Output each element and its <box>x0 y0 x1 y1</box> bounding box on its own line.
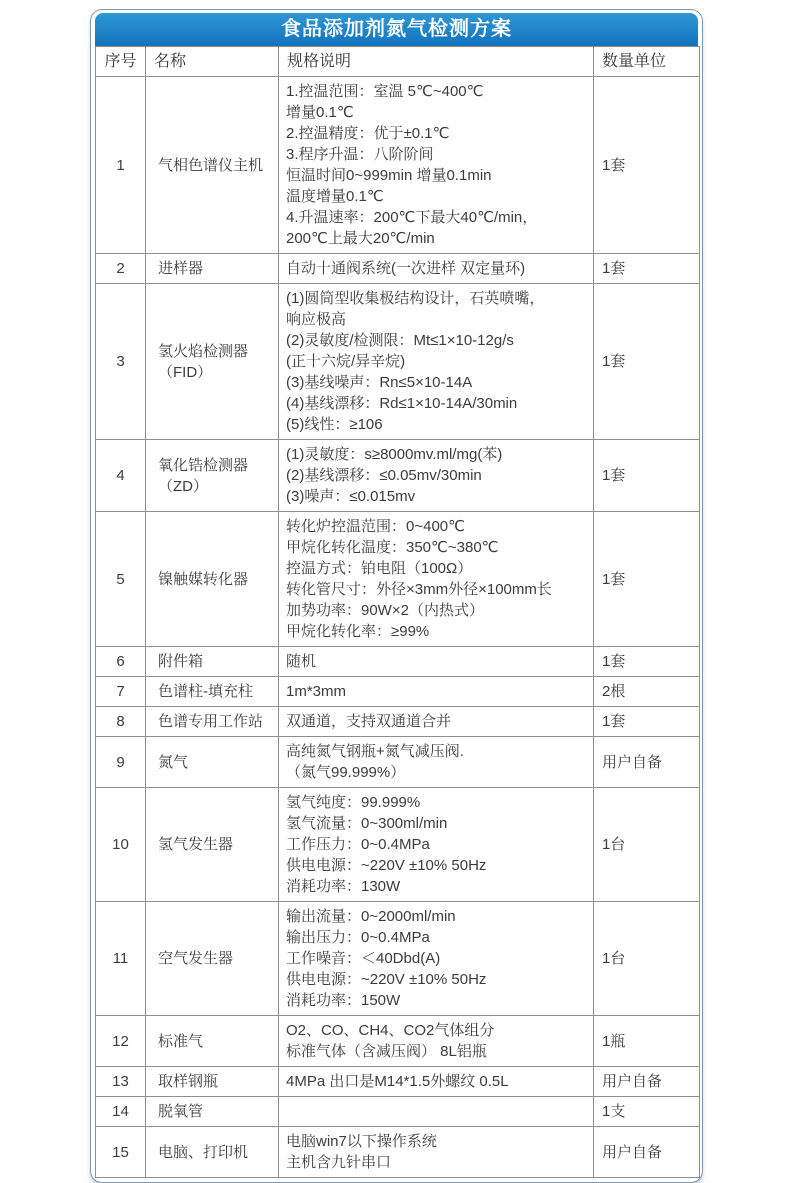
spec-line: (5)线性：≥106 <box>286 416 383 433</box>
item-spec-cell <box>279 254 594 284</box>
row-number-cell: 6 <box>96 647 146 677</box>
item-spec-cell <box>279 512 594 647</box>
spec-line: 响应极高 <box>286 311 347 328</box>
header-row <box>96 47 700 77</box>
page-title: 食品添加剂氮气检测方案 <box>95 13 698 46</box>
table-row <box>96 707 700 737</box>
item-spec-cell <box>279 902 594 1016</box>
quantity-cell: 1套 <box>594 707 700 737</box>
quantity-cell: 1套 <box>594 512 700 647</box>
row-number-cell: 9 <box>96 737 146 788</box>
table-row <box>96 647 700 677</box>
table-row <box>96 1127 700 1178</box>
spec-line: (正十六烷/异辛烷) <box>286 353 406 370</box>
quantity-cell: 2根 <box>594 677 700 707</box>
item-name-cell: 氢气发生器 <box>146 788 279 902</box>
item-spec-cell <box>279 737 594 788</box>
row-number-cell: 3 <box>96 284 146 440</box>
row-number-cell: 12 <box>96 1016 146 1067</box>
item-name-cell: 标准气 <box>146 1016 279 1067</box>
quantity-cell: 1瓶 <box>594 1016 700 1067</box>
item-name-cell: 进样器 <box>146 254 279 284</box>
table-row <box>96 254 700 284</box>
spec-line: 4MPa 出口是M14*1.5外螺纹 0.5L <box>286 1073 509 1090</box>
spec-line: 甲烷化转化温度：350℃~380℃ <box>286 539 499 556</box>
row-number-cell: 10 <box>96 788 146 902</box>
table-row <box>96 440 700 512</box>
table-row <box>96 77 700 254</box>
row-number-cell: 8 <box>96 707 146 737</box>
spec-line: 标准气体（含减压阀） 8L铝瓶 <box>286 1043 487 1060</box>
spec-line: 主机含九针串口 <box>286 1154 392 1171</box>
item-name-cell: 镍触媒转化器 <box>146 512 279 647</box>
table-row <box>96 1097 700 1127</box>
spec-line: (4)基线漂移：Rd≤1×10-14A/30min <box>286 395 518 412</box>
item-spec-cell <box>279 284 594 440</box>
spec-line: 1m*3mm <box>286 683 347 700</box>
quantity-cell: 用户自备 <box>594 1127 700 1178</box>
spec-table <box>95 46 700 1178</box>
item-spec-cell <box>279 1097 594 1127</box>
spec-line: 增量0.1℃ <box>286 104 354 121</box>
spec-line: （氮气99.999%） <box>286 764 406 781</box>
col-header-name: 名称 <box>146 47 279 77</box>
item-name-cell: 色谱专用工作站 <box>146 707 279 737</box>
row-number-cell: 15 <box>96 1127 146 1178</box>
spec-line: 消耗功率：130W <box>286 878 401 895</box>
item-name-cell: 氮气 <box>146 737 279 788</box>
table-header <box>96 47 700 77</box>
spec-line: O2、CO、CH4、CO2气体组分 <box>286 1022 495 1039</box>
spec-line: 加势功率：90W×2（内热式） <box>286 602 484 619</box>
spec-line: 输出压力：0~0.4MPa <box>286 929 430 946</box>
spec-line: 电脑win7以下操作系统 <box>286 1133 437 1150</box>
row-number-cell: 7 <box>96 677 146 707</box>
item-spec-cell <box>279 440 594 512</box>
spec-line: 4.升温速率：200℃下最大40℃/min， <box>286 209 538 226</box>
spec-line: 200℃上最大20℃/min <box>286 230 435 247</box>
spec-line: 转化炉控温范围：0~400℃ <box>286 518 465 535</box>
table-row <box>96 512 700 647</box>
spec-line: 恒温时间0~999min 增量0.1min <box>286 167 492 184</box>
table-body <box>96 77 700 1178</box>
row-number-cell: 4 <box>96 440 146 512</box>
spec-line: 控温方式：铂电阻（100Ω） <box>286 560 473 577</box>
row-number-cell: 14 <box>96 1097 146 1127</box>
item-name-cell: 空气发生器 <box>146 902 279 1016</box>
spec-line: 3.程序升温：八阶阶间 <box>286 146 434 163</box>
item-spec-cell <box>279 788 594 902</box>
table-row <box>96 788 700 902</box>
item-spec-cell <box>279 677 594 707</box>
spec-line: 温度增量0.1℃ <box>286 188 384 205</box>
quantity-cell: 用户自备 <box>594 1067 700 1097</box>
spec-line: (1)圆筒型收集极结构设计，石英喷嘴， <box>286 290 545 307</box>
spec-line: 双通道，支持双通道合并 <box>286 713 452 730</box>
table-row <box>96 677 700 707</box>
plan-card <box>90 9 703 1183</box>
item-name-cell: 电脑、打印机 <box>146 1127 279 1178</box>
col-header-spec: 规格说明 <box>279 47 594 77</box>
spec-line: 甲烷化转化率：≥99% <box>286 623 430 640</box>
spec-line: 供电电源：~220V ±10% 50Hz <box>286 971 487 988</box>
spec-line: 消耗功率：150W <box>286 992 401 1009</box>
row-number-cell: 13 <box>96 1067 146 1097</box>
quantity-cell: 1套 <box>594 254 700 284</box>
item-name-cell: 氢火焰检测器（FID） <box>146 284 279 440</box>
quantity-cell: 1套 <box>594 284 700 440</box>
table-row <box>96 284 700 440</box>
quantity-cell: 用户自备 <box>594 737 700 788</box>
spec-line: 自动十通阀系统(一次进样 双定量环) <box>286 260 526 277</box>
item-name-cell: 氧化锆检测器（ZD） <box>146 440 279 512</box>
spec-line: (1)灵敏度：s≥8000mv.ml/mg(苯) <box>286 446 503 463</box>
item-spec-cell <box>279 1067 594 1097</box>
spec-line: 氢气流量：0~300ml/min <box>286 815 448 832</box>
spec-line: 高纯氮气钢瓶+氮气减压阀. <box>286 743 464 760</box>
item-name-cell: 色谱柱-填充柱 <box>146 677 279 707</box>
quantity-cell: 1套 <box>594 440 700 512</box>
item-spec-cell <box>279 707 594 737</box>
spec-line: 1.控温范围：室温 5℃~400℃ <box>286 83 484 100</box>
spec-line: (3)基线噪声：Rn≤5×10-14A <box>286 374 473 391</box>
row-number-cell: 1 <box>96 77 146 254</box>
spec-line: 转化管尺寸：外径×3mm外径×100mm长 <box>286 581 552 598</box>
quantity-cell: 1台 <box>594 788 700 902</box>
item-name-cell: 附件箱 <box>146 647 279 677</box>
spec-line: 随机 <box>286 653 317 670</box>
spec-line: (2)灵敏度/检测限：Mt≤1×10-12g/s <box>286 332 514 349</box>
spec-line: (2)基线漂移：≤0.05mv/30min <box>286 467 482 484</box>
item-spec-cell <box>279 1127 594 1178</box>
table-row <box>96 902 700 1016</box>
row-number-cell: 2 <box>96 254 146 284</box>
quantity-cell: 1套 <box>594 77 700 254</box>
row-number-cell: 5 <box>96 512 146 647</box>
row-number-cell: 11 <box>96 902 146 1016</box>
quantity-cell: 1支 <box>594 1097 700 1127</box>
spec-line: 输出流量：0~2000ml/min <box>286 908 456 925</box>
spec-line: (3)噪声：≤0.015mv <box>286 488 416 505</box>
item-spec-cell <box>279 647 594 677</box>
table-row <box>96 737 700 788</box>
spec-line: 供电电源：~220V ±10% 50Hz <box>286 857 487 874</box>
spec-line: 工作噪音：＜40Dbd(A) <box>286 950 441 967</box>
item-name-cell: 取样钢瓶 <box>146 1067 279 1097</box>
table-row <box>96 1016 700 1067</box>
spec-line: 工作压力：0~0.4MPa <box>286 836 430 853</box>
item-spec-cell <box>279 1016 594 1067</box>
quantity-cell: 1套 <box>594 647 700 677</box>
quantity-cell: 1台 <box>594 902 700 1016</box>
col-header-no: 序号 <box>96 47 146 77</box>
item-name-cell: 脱氧管 <box>146 1097 279 1127</box>
item-name-cell: 气相色谱仪主机 <box>146 77 279 254</box>
item-spec-cell <box>279 77 594 254</box>
col-header-qty: 数量单位 <box>594 47 700 77</box>
table-row <box>96 1067 700 1097</box>
spec-line: 2.控温精度：优于±0.1℃ <box>286 125 450 142</box>
spec-line: 氢气纯度：99.999% <box>286 794 421 811</box>
